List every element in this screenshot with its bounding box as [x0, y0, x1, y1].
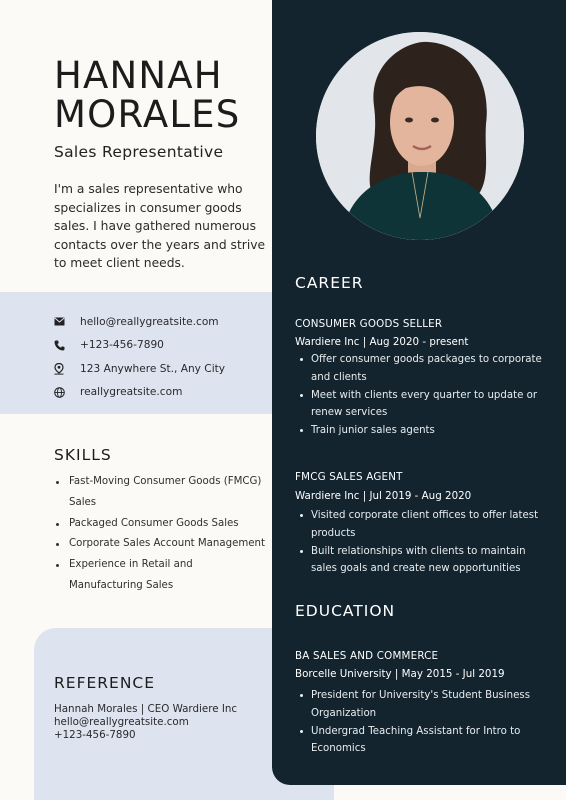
location-pin-icon — [54, 363, 80, 375]
reference-heading: REFERENCE — [54, 674, 156, 692]
contact-address — [54, 357, 269, 381]
website-text: reallygreatsite.com — [80, 386, 183, 399]
job-bullet: Meet with clients every quarter to update or renew services — [295, 387, 545, 423]
skills-list — [54, 472, 269, 597]
contact-list — [54, 310, 269, 404]
phone-icon — [54, 340, 80, 351]
job-meta: Wardiere Inc | Jul 2019 - Aug 2020 — [295, 490, 472, 502]
job-bullet: Train junior sales agents — [295, 422, 545, 440]
contact-website — [54, 381, 269, 405]
reference-name: Hannah Morales | CEO Wardiere Inc — [54, 703, 238, 715]
first-name: HANNAH — [54, 54, 223, 97]
education-bullet: Undergrad Teaching Assistant for Intro to Economics — [295, 723, 545, 759]
education-heading: EDUCATION — [295, 602, 396, 620]
address-text: 123 Anywhere St., Any City — [80, 362, 226, 375]
job-bullet: Offer consumer goods packages to corporate and clients — [295, 351, 545, 387]
job-title: FMCG SALES AGENT — [295, 471, 403, 483]
education-bullet: President for University's Student Business Organization — [295, 687, 545, 723]
contact-phone — [54, 334, 269, 358]
candidate-name — [54, 56, 240, 134]
career-heading: CAREER — [295, 274, 364, 292]
profile-photo — [316, 32, 524, 240]
globe-icon — [54, 387, 80, 398]
skill-item: Experience in Retail and Manufacturing Sales — [54, 555, 269, 597]
job-title: CONSUMER GOODS SELLER — [295, 318, 443, 330]
skill-item: Corporate Sales Account Management — [54, 534, 269, 555]
reference-email: hello@reallygreatsite.com — [54, 716, 189, 729]
degree-meta: Borcelle University | May 2015 - Jul 2019 — [295, 668, 505, 680]
job-meta: Wardiere Inc | Aug 2020 - present — [295, 336, 469, 348]
last-name: MORALES — [54, 93, 241, 136]
envelope-icon — [54, 317, 80, 326]
job-role: Sales Representative — [54, 143, 224, 161]
skill-item: Packaged Consumer Goods Sales — [54, 514, 269, 535]
job-bullet: Visited corporate client offices to offer latest products — [295, 507, 545, 543]
education-bullets — [295, 687, 545, 758]
profile-summary: I'm a sales representative who specializes in consumer goods sales. I have gathered numerous contacts over the years and strive to meet client needs. — [54, 182, 266, 271]
skill-item: Fast-Moving Consumer Goods (FMCG) Sales — [54, 472, 269, 514]
degree-title: BA SALES AND COMMERCE — [295, 650, 439, 662]
reference-phone: +123-456-7890 — [54, 729, 136, 742]
job-bullet: Built relationships with clients to maintain sales goals and create new opportunities — [295, 543, 545, 579]
skills-heading: SKILLS — [54, 446, 112, 464]
email-text: hello@reallygreatsite.com — [80, 315, 219, 328]
phone-text: +123-456-7890 — [80, 339, 164, 352]
job-bullets — [295, 507, 545, 578]
contact-email — [54, 310, 269, 334]
reference-details — [54, 703, 237, 743]
job-bullets — [295, 351, 545, 440]
